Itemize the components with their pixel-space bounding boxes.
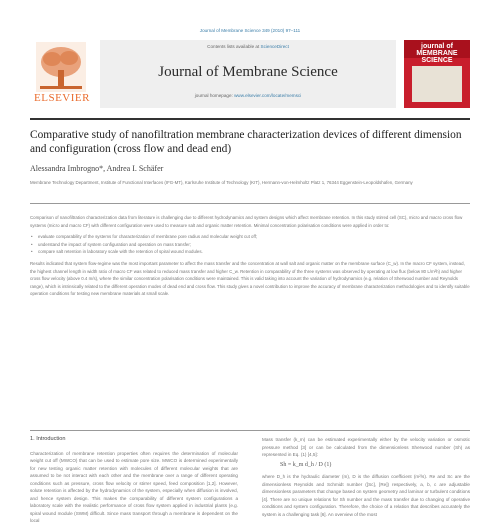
section-heading-introduction: 1. Introduction xyxy=(30,436,66,442)
abstract-aim-item: • evaluate comparability of the systems for characterization of membrane pore radius and molecular weight cut off; xyxy=(38,233,470,241)
cover-artwork xyxy=(412,66,462,102)
body-paragraph: Characterization of membrane retention properties often requires the determination of molecular weight cut off (MWCO) that can be used to estimate pore size. MWCO is determined experimentally for new testing organic matter retention with molecules of different molecular weights that are assumed to be not interact with each other and the membrane over a range of different operating conditions such as pressure, cross flow velocity or stirrer speed, feed composition [1,2]. However, solute retention is affected by the hydrodynamics of the system, especially when diffusion is involved, and hence system design. This makes the comparability of different system configurations a laboratory scale with the realistic performance of cross flow system applied in industrial plants (e.g. spiral wound module (SWM) difficult. Since mass transport through a membrane is dependent on the local xyxy=(30,450,238,523)
publisher-logo xyxy=(30,40,94,106)
sciencedirect-link[interactable]: ScienceDirect xyxy=(260,44,289,49)
article-title: Comparative study of nanofiltration membrane characterization devices of different dimension and configuration (cross flow and dead end) xyxy=(30,129,462,155)
author-list: Alessandra Imbrogno*, Andrea I. Schäfer xyxy=(30,164,164,173)
journal-banner xyxy=(100,40,396,108)
homepage-prefix: journal homepage: xyxy=(194,93,233,98)
publisher-name: ELSEVIER xyxy=(34,92,90,104)
abstract-paragraph: Comparison of nanofiltration characterization data from literature is challenging due to different hydrodynamics and system designs which affect membrane retention. In this study stirred cell (SC), micro and macro cross flow systems (micro and macro CF) with different configuration were used to measure salt and organic matter retention. Minimal concentration polarisation conditions were applied in order to: xyxy=(30,215,463,228)
contents-prefix: Contents lists available at xyxy=(207,44,260,49)
abstract-aim-item: • understand the impact of system configuration and operation on mass transfer; xyxy=(38,241,470,249)
body-paragraph: Mass transfer (k_m) can be estimated experimentally either by the velocity variation or osmotic pressure method [3] or can be calculated from the dimensionless Sherwood number (Sh) as represented in Eq. (1) [4,5]: xyxy=(262,437,470,457)
running-head: Journal of Membrane Science 349 (2010) 97–111 xyxy=(199,28,301,33)
journal-homepage-link[interactable]: www.elsevier.com/locate/memsci xyxy=(234,93,302,98)
abstract-aim-item: • compare salt retention in laboratory scale with the retention of spiral wound modules. xyxy=(38,248,470,256)
body-column-left xyxy=(30,436,238,528)
journal-cover-thumbnail xyxy=(404,40,470,108)
abstract-aims-list xyxy=(30,233,470,256)
abstract xyxy=(30,214,470,302)
abstract-divider xyxy=(30,203,470,204)
elsevier-tree-icon xyxy=(36,42,86,92)
cover-title: journal of MEMBRANE SCIENCE xyxy=(416,43,458,64)
abstract-paragraph: Results indicated that system flow-regime was the most important parameter to affect the mass transfer and the concentration at wall salt and organic matter on the membrane surface (C_w). In the macro CF system, instead, the highest channel length in width ratio of macro CF was related to reduced mass transfer and higher C_w. Retention in comparability of the three systems was observed by operating at low flux (below 80 L/m²h) and higher cross flow velocity (above 0.4 m/s), where the similar concentration polarisation conditions were maintained. This is valid taking into account the variation of hydrodynamics (e.g. relation of Sherwood number and Reynolds range), which is intrinsically related to the different operation modes of dead end and cross flow. This study gives a novel contribution to improve the accuracy of membrane characterization methodologies and to identify suitable operation conditions for testing new membrane materials at small scale. xyxy=(30,260,470,297)
author-affiliation: Membrane Technology Department, Institute of Functional Interfaces (IFG-MT), Karlsruhe Institute of Technology (KIT), Hermann-von-Helmholtz Platz 1, 76344 Eggenstein-Leopoldshafen, Germany xyxy=(30,180,413,185)
contents-line xyxy=(100,44,396,49)
body-divider xyxy=(30,430,470,431)
body-paragraph: where D_h is the hydraulic diameter (m), D is the diffusion coefficient (m²/s). Re and Sc are the dimensionless Reynolds and Schmidt number ([Sc], [Re]) respectively, a, b, c are adjustable dimensionless parameters that change based on system geometry and laminar or turbulent conditions [4]. There are no unique relations for Sh number and the mass transfer due to changing of operative conditions and system configuration. Therefore, the choice of a relation that describes accurately the system is a challenging task [6]. An overview of the most xyxy=(262,474,470,517)
journal-masthead xyxy=(30,40,470,114)
journal-title: Journal of Membrane Science xyxy=(158,64,338,80)
body-column-right xyxy=(262,436,470,521)
homepage-line xyxy=(100,93,396,98)
masthead-divider xyxy=(30,118,470,120)
sherwood-equation: Sh = k_m d_h / D (1) xyxy=(280,461,332,468)
